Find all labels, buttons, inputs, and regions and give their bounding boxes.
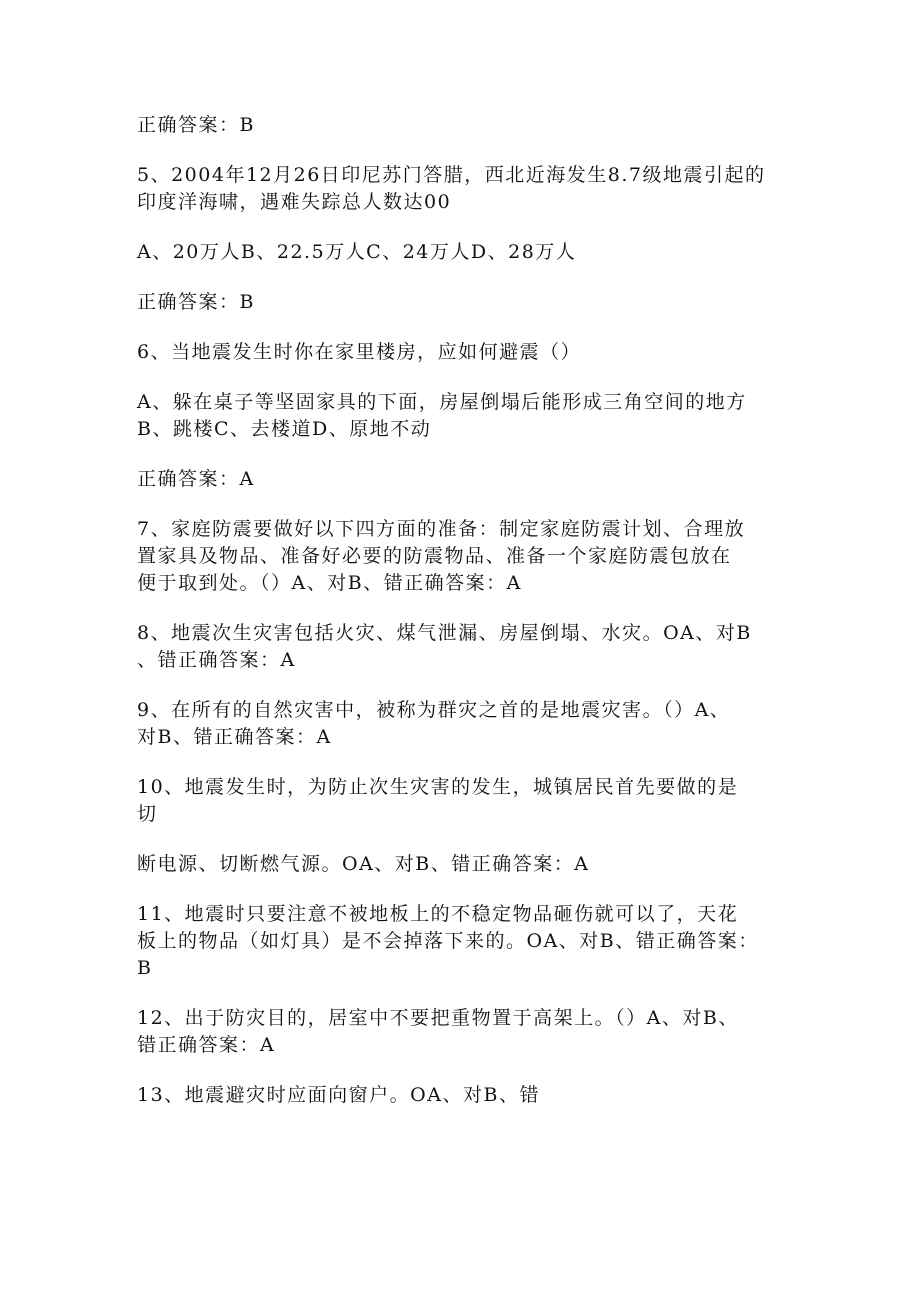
question-9: 9、在所有的自然灾害中，被称为群灾之首的是地震灾害。（）A、 对B、错正确答案：A bbox=[137, 699, 731, 748]
question-11: 11、地震时只要注意不被地板上的不稳定物品砸伤就可以了，天花 板上的物品（如灯具）是不会掉落下来的。OA、对B、错正确答案： B bbox=[137, 903, 759, 979]
question-12: 12、出于防灾目的，居室中不要把重物置于高架上。（）A、对B、 错正确答案：A bbox=[137, 1007, 739, 1056]
answer-line: 正确答案：B bbox=[137, 291, 255, 313]
question-6-options: A、躲在桌子等坚固家具的下面，房屋倒塌后能形成三角空间的地方 B、跳楼C、去楼道D、原地不动 bbox=[137, 391, 747, 440]
question-10: 10、地震发生时，为防止次生灾害的发生，城镇居民首先要做的是 切 bbox=[137, 776, 739, 825]
document-body bbox=[137, 112, 787, 1132]
answer-line: 正确答案：B bbox=[137, 114, 255, 136]
question-7: 7、家庭防震要做好以下四方面的准备：制定家庭防震计划、合理放 置家具及物品、准备好必要的防震物品、准备一个家庭防震包放在 便于取到处。（）A、对B、错正确答案：A bbox=[137, 518, 746, 594]
question-10-continued: 断电源、切断燃气源。OA、对B、错正确答案：A bbox=[137, 853, 590, 875]
answer-line: 正确答案：A bbox=[137, 468, 255, 490]
question-8: 8、地震次生灾害包括火灾、煤气泄漏、房屋倒塌、水灾。OA、对B 、错正确答案：A bbox=[137, 622, 752, 671]
question-6: 6、当地震发生时你在家里楼房，应如何避震（） bbox=[137, 341, 582, 363]
question-5-options: A、20万人B、22.5万人C、24万人D、28万人 bbox=[137, 241, 577, 263]
question-13: 13、地震避灾时应面向窗户。OA、对B、错 bbox=[137, 1084, 540, 1106]
question-5: 5、2004年12月26日印尼苏门答腊，西北近海发生8.7级地震引起的 印度洋海啸，遇难失踪总人数达00 bbox=[137, 164, 766, 213]
